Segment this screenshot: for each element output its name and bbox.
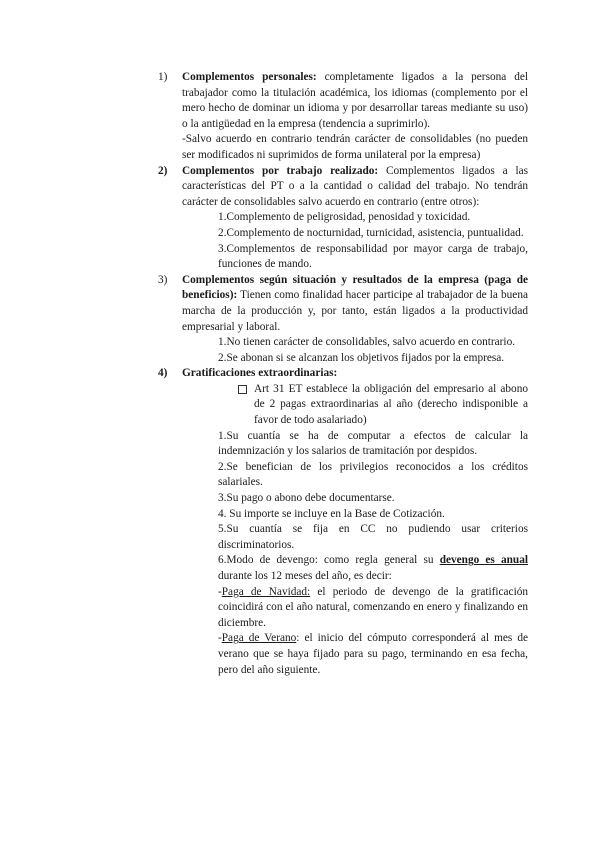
verano-dash: -: [218, 632, 222, 645]
item-text: Complementos ligados a las características del PT o a la cantidad o calidad del trabajo. No tendrán carácter de consolidables salvo acuerdo en contrario (entre otros):: [182, 164, 528, 208]
sub-list: [182, 335, 528, 366]
sub-item: 4. Su importe se incluye en la Base de Cotización.: [218, 507, 445, 520]
checkbox-bullet-icon: [238, 385, 247, 394]
complements-list: [158, 70, 528, 678]
item-title: Complementos según situación y resultados de la empresa (paga de beneficios):: [182, 273, 528, 302]
navidad-dash: -: [218, 585, 222, 598]
item-note: -Salvo acuerdo en contrario tendrán carácter de consolidables (no pueden ser modificados ni suprimidos de forma unilateral por la empresa): [182, 133, 528, 161]
bullet-text: Art 31 ET establece la obligación del empresario al abono de 2 pagas extraordinarias al año (derecho indisponible a favor de todo asalariado): [254, 382, 528, 427]
sub-item: 1.Su cuantía se ha de computar a efectos de calcular la indemnización y los salarios de tramitación por despidos.: [218, 429, 528, 458]
item-number: 3): [158, 273, 168, 286]
sub-item: 3.Complementos de responsabilidad por mayor carga de trabajo, funciones de mando.: [218, 242, 528, 271]
devengo-pre: 6.Modo de devengo: como regla general su: [218, 554, 440, 567]
sub-list: [182, 210, 528, 272]
item-paragraph: [182, 70, 528, 132]
devengo-post: durante los 12 meses del año, es decir:: [218, 570, 392, 582]
sub-list: [182, 429, 528, 679]
verano-label: Paga de Verano: [221, 632, 297, 645]
item-text: Tienen como finalidad hacer participe al trabajador de la buena marcha de la producción y, por tanto, están ligados a la productividad empresarial y laboral.: [182, 289, 528, 333]
navidad-label: Paga de Navidad:: [221, 585, 311, 598]
paga-navidad: [218, 585, 528, 632]
devengo-anual: devengo es anual: [439, 554, 528, 567]
item-number: 1): [158, 71, 168, 83]
list-item-4: [158, 366, 528, 678]
navidad-text: el periodo de devengo de la gratificación coincidirá con el año natural, comenzando en enero y finalizando en diciembre.: [218, 585, 528, 629]
item-number: 4): [158, 367, 168, 380]
bullet-item: [182, 382, 528, 429]
item-paragraph: [182, 273, 528, 335]
sub-item: 2.Complemento de nocturnidad, turnicidad, asistencia, puntualidad.: [218, 226, 524, 239]
sub-item: 2.Se benefician de los privilegios reconocidos a los créditos salariales.: [218, 460, 528, 489]
item-title: Gratificaciones extraordinarias:: [182, 367, 338, 380]
sub-item: 3.Su pago o abono debe documentarse.: [218, 492, 395, 505]
sub-item: 5.Su cuantía se fija en CC no pudiendo usar criterios discriminatorios.: [218, 523, 528, 551]
paga-verano: [218, 631, 528, 678]
item-paragraph: [182, 164, 528, 211]
list-item-3: [158, 273, 528, 367]
item-title: Complementos personales:: [182, 71, 317, 83]
sub-item: 1.Complemento de peligrosidad, penosidad y toxicidad.: [218, 211, 471, 224]
verano-text: : el inicio del cómputo corresponderá al mes de verano que se haya fijado para su pago, terminando en esa fecha, pero del año siguiente.: [218, 632, 528, 676]
sub-item: 1.No tienen carácter de consolidables, salvo acuerdo en contrario.: [218, 336, 516, 349]
item-title: Complementos por trabajo realizado:: [182, 164, 379, 177]
item-number: 2): [158, 164, 168, 177]
sub-item-devengo: [218, 553, 528, 584]
item-paragraph: [182, 366, 528, 382]
list-item-1: [158, 70, 528, 164]
item-text: completamente ligados a la persona del trabajador como la titulación académica, los idiomas (complemento por el mero hecho de dominar un idioma y por desarrollar tareas mediante su uso) o la antigüedad en la empresa (tendencia a suprimirlo).: [182, 71, 529, 130]
sub-item: 2.Se abonan si se alcanzan los objetivos fijados por la empresa.: [218, 351, 505, 364]
list-item-2: [158, 164, 528, 273]
